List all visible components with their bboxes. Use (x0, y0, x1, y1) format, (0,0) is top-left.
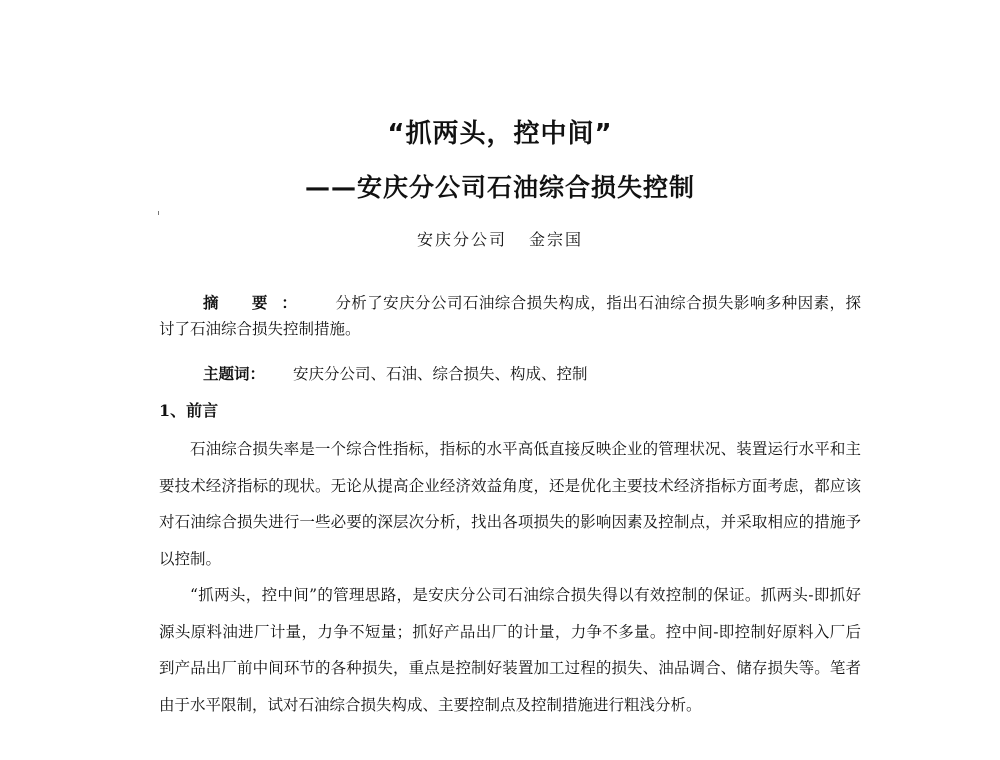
title-line-2: ——安庆分公司石油综合损失控制 (304, 173, 695, 202)
scan-mark (158, 211, 159, 215)
author-line (0, 227, 1000, 250)
keywords-text: 安庆分公司、石油、综合损失、构成、控制 (293, 365, 588, 383)
keywords (203, 362, 588, 384)
author-organization: 安庆分公司 (416, 230, 507, 249)
abstract-label: 摘 要： (203, 293, 311, 312)
section-body (159, 431, 861, 723)
abstract-text: 分析了安庆分公司石油综合损失构成，指出石油综合损失影响多种因素，探讨了石油综合损失控制措施。 (159, 294, 861, 338)
title-line-1: “抓两头，控中间” (387, 119, 613, 149)
abstract (159, 290, 861, 342)
keywords-label: 主题词： (203, 364, 266, 383)
paragraph: 石油综合损失率是一个综合性指标，指标的水平高低直接反映企业的管理状况、装置运行水平和主要技术经济指标的现状。无论从提高企业经济效益角度，还是优化主要技术经济指标方面考虑，都应该对石油综合损失进行一些必要的深层次分析，找出各项损失的影响因素及控制点，并采取相应的措施予以控制。 (159, 440, 861, 568)
author-name: 金宗国 (529, 230, 584, 249)
section-heading: 1、前言 (159, 401, 219, 420)
paragraph: “抓两头，控中间”的管理思路，是安庆分公司石油综合损失得以有效控制的保证。抓两头-即抓好源头原料油进厂计量，力争不短量；抓好产品出厂的计量，力争不多量。控中间-即控制好原料入厂后到产品出厂前中间环节的各种损失，重点是控制好装置加工过程的损失、油品调合、储存损失等。笔者由于水平限制，试对石油综合损失构成、主要控制点及控制措施进行粗浅分析。 (159, 586, 861, 714)
